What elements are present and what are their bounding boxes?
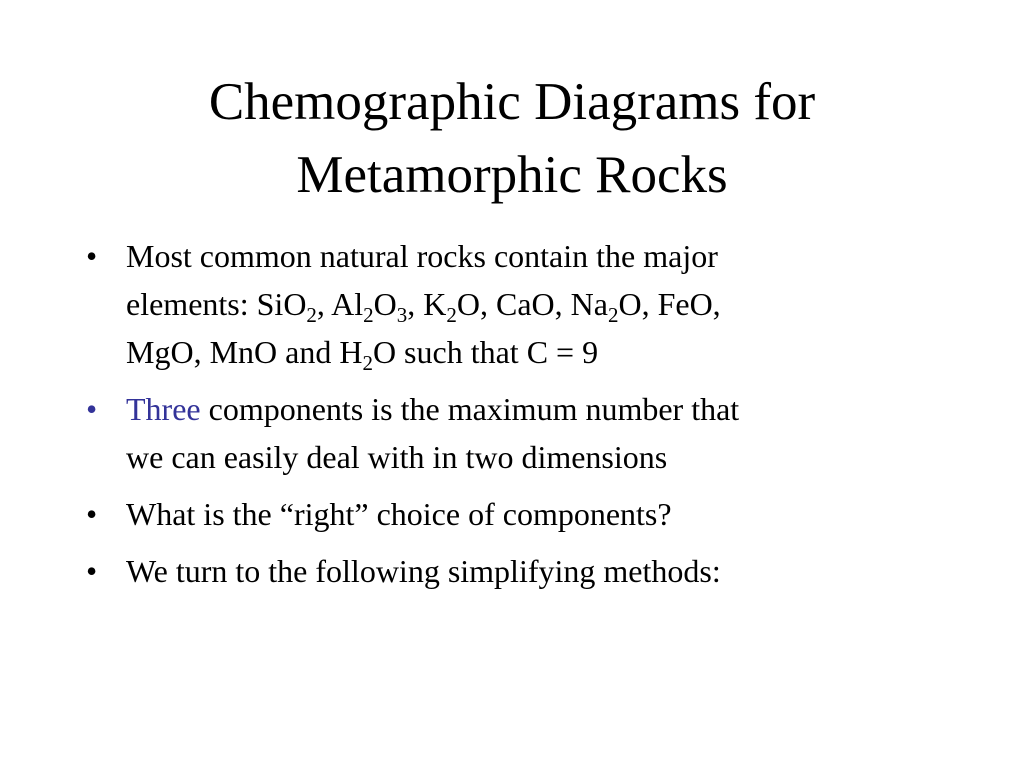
title-line-1: Chemographic Diagrams for <box>208 73 816 131</box>
bullet-1-text: O <box>373 286 397 322</box>
subscript: 2 <box>362 351 373 375</box>
subscript: 2 <box>306 303 317 327</box>
accent-word: Three <box>126 391 201 427</box>
title-line-2: Metamorphic Rocks <box>296 146 728 204</box>
subscript: 3 <box>396 303 408 327</box>
bullet-1-text: O, FeO, <box>618 286 721 322</box>
bullet-4-text: We turn to the following simplifying methods: <box>126 553 721 589</box>
subscript: 2 <box>446 303 457 327</box>
bullet-dot-icon: • <box>86 553 98 589</box>
bullet-item-major-elements <box>86 232 966 376</box>
bullet-1-text: elements: SiO <box>126 286 307 322</box>
bullet-2-line-2: we can easily deal with in two dimensions <box>126 439 668 475</box>
bullet-1-text: O such that C = 9 <box>372 334 599 370</box>
slide-title <box>80 66 944 212</box>
bullet-1-text: , Al <box>316 286 364 322</box>
bullet-1-text: MgO, MnO and H <box>126 334 363 370</box>
bullet-3-text: What is the “right” choice of components? <box>126 496 672 532</box>
bullet-item-right-choice <box>86 490 966 538</box>
bullet-1-line-1: Most common natural rocks contain the major <box>126 238 718 274</box>
bullet-dot-icon: • <box>86 391 98 427</box>
bullet-dot-icon: • <box>86 238 98 274</box>
subscript: 2 <box>363 303 374 327</box>
bullet-dot-icon: • <box>86 496 98 532</box>
bullet-2-text: components is the maximum number that <box>200 391 740 427</box>
bullet-list <box>86 232 966 604</box>
bullet-item-three-components <box>86 385 966 481</box>
bullet-item-simplifying-methods <box>86 547 966 595</box>
bullet-1-text: , K <box>407 286 447 322</box>
subscript: 2 <box>607 303 619 327</box>
bullet-1-text: O, CaO, Na <box>456 286 608 322</box>
